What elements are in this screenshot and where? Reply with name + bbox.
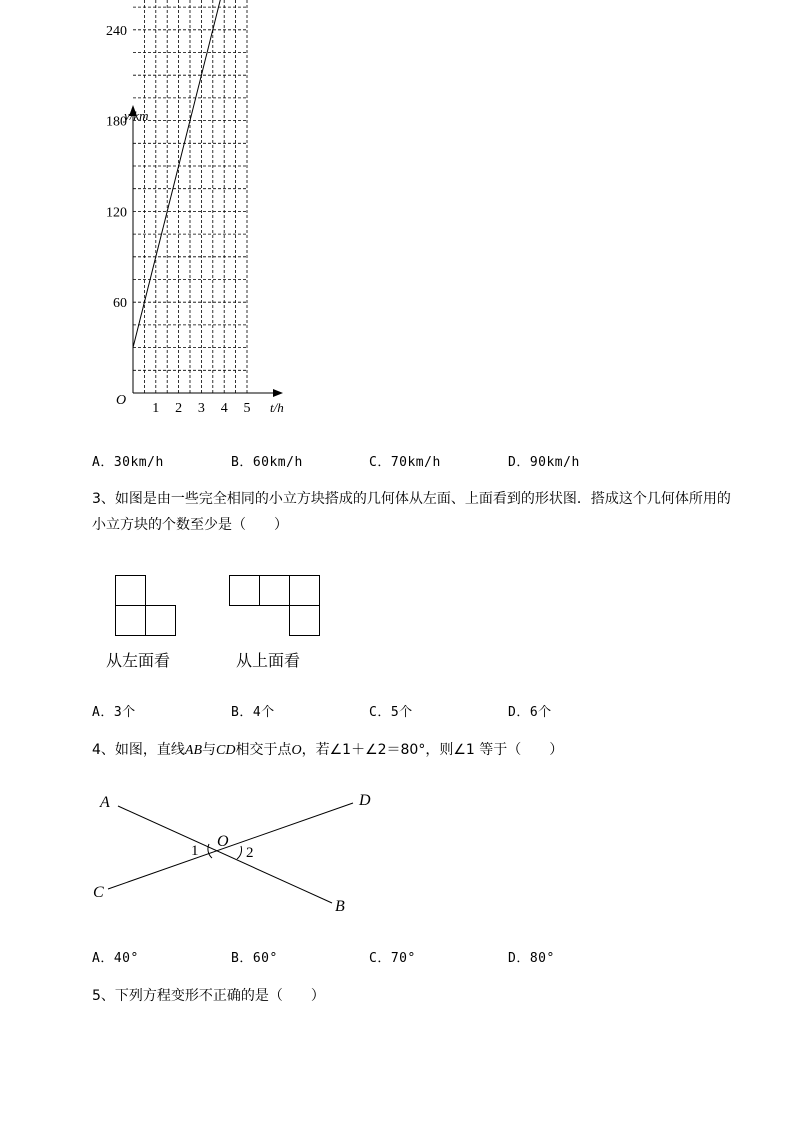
q3-option-b[interactable]: B．4个 (231, 705, 275, 720)
q3-option-d[interactable]: D．6个 (508, 705, 552, 720)
top-view (230, 576, 320, 636)
y-tick-label: 60 (113, 296, 127, 312)
q4-option-a[interactable]: A．40° (92, 951, 139, 966)
angle-1-arc (208, 844, 212, 858)
x-axis-arrow (273, 389, 283, 397)
q2-option-c[interactable]: C．70km/h (369, 455, 441, 470)
point-c-label: C (93, 884, 104, 901)
angle-2-arc (237, 846, 242, 859)
x-tick-label: 5 (243, 401, 251, 416)
q4-option-d[interactable]: D．80° (508, 951, 555, 966)
y-tick-label: 120 (106, 205, 127, 221)
q3-question-text: 3、如图是由一些完全相同的小立方块搭成的几何体从左面、上面看到的形状图．搭成这个几何体所用的小立方块的个数至少是（ ） (92, 491, 731, 533)
q3-option-a[interactable]: A．3个 (92, 705, 136, 720)
x-axis-label: t/h (270, 400, 284, 415)
point-b-label: B (335, 898, 345, 915)
left-view-caption: 从左面看 (106, 651, 171, 670)
q5-question-text: 5、下列方程变形不正确的是（ ） (92, 988, 325, 1004)
point-a-label: A (100, 794, 110, 811)
y-tick-label: 240 (106, 23, 127, 39)
point-o-label: O (217, 833, 229, 850)
graph-grid (133, 0, 247, 393)
angle-1-label: 1 (191, 843, 199, 859)
q3-option-c[interactable]: C．5个 (369, 705, 413, 720)
distance-time-graph (0, 0, 794, 430)
q2-option-b[interactable]: B．60km/h (231, 455, 303, 470)
point-d-label: D (359, 792, 371, 809)
q4-option-b[interactable]: B．60° (231, 951, 278, 966)
y-axis-label: y/km (124, 108, 149, 123)
x-tick-label: 2 (175, 401, 183, 416)
x-tick-label: 4 (220, 401, 228, 416)
intersecting-lines-figure (80, 780, 400, 920)
angle-2-label: 2 (246, 845, 254, 861)
q2-option-a[interactable]: A．30km/h (92, 455, 164, 470)
x-tick-labels (152, 401, 250, 416)
line-cd (108, 803, 353, 889)
x-tick-label: 3 (197, 401, 205, 416)
top-view-caption: 从上面看 (236, 651, 301, 670)
left-view (116, 576, 176, 636)
q2-option-d[interactable]: D．90km/h (508, 455, 580, 470)
origin-label: O (116, 393, 127, 408)
y-tick-label: 180 (106, 114, 127, 130)
line-ab (118, 806, 332, 903)
q4-option-c[interactable]: C．70° (369, 951, 416, 966)
x-tick-label: 1 (152, 401, 160, 416)
y-tick-labels (106, 0, 127, 311)
q4-question-text: 4、如图，直线AB与CD相交于点O，若∠1＋∠2＝80°，则∠1 等于（ ） (92, 742, 564, 758)
